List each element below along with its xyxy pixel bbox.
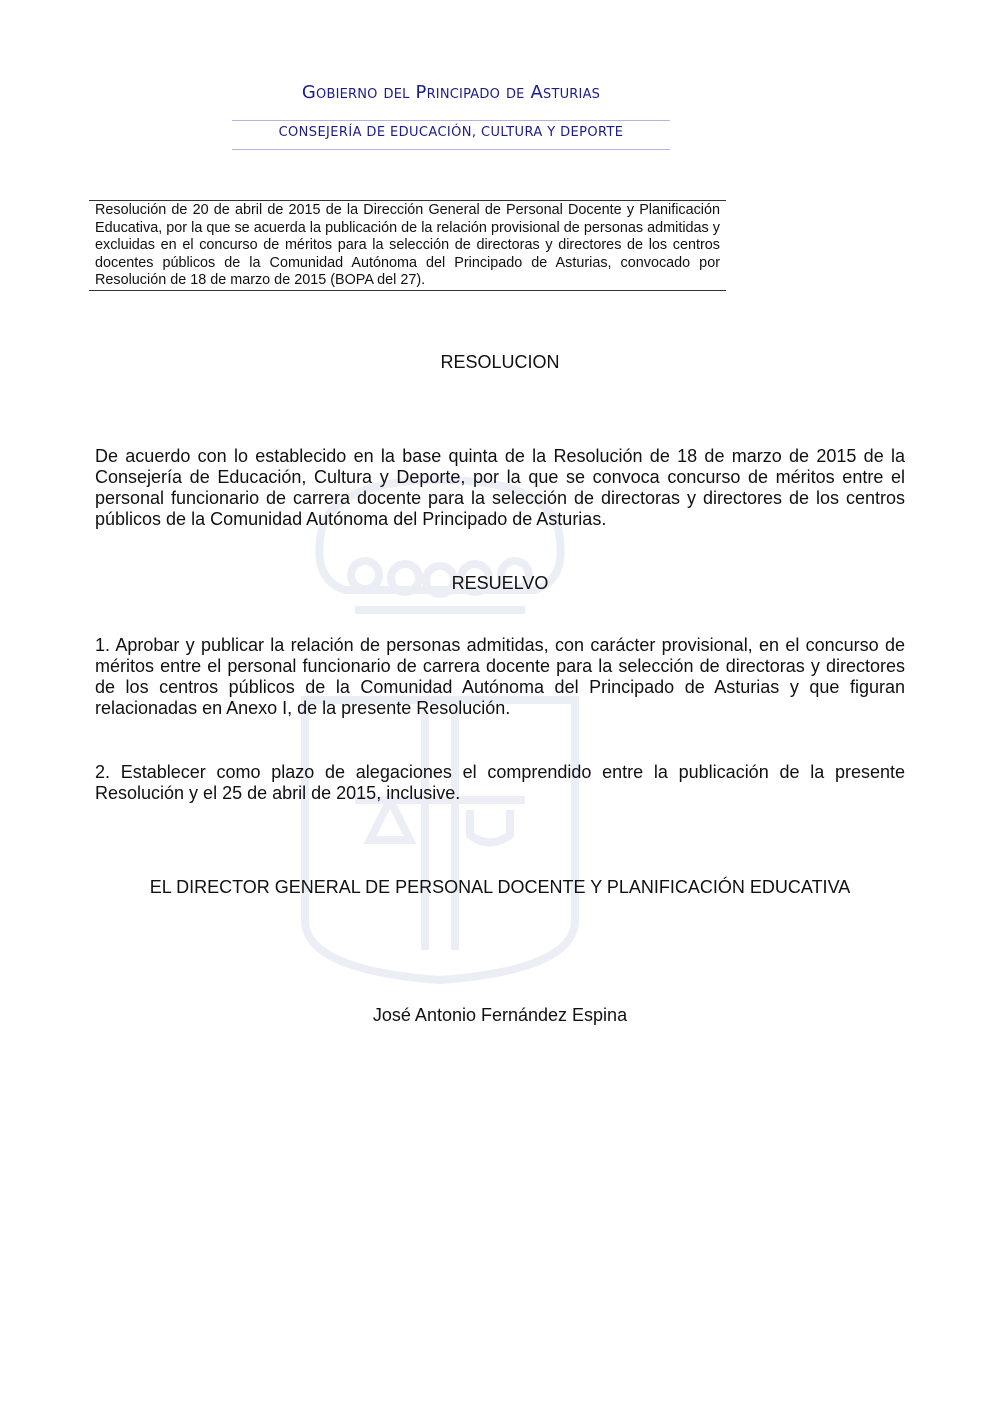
signatory-title: EL DIRECTOR GENERAL DE PERSONAL DOCENTE Y PLANIFICACIÓN EDUCATIVA bbox=[149, 877, 851, 897]
header-divider-top bbox=[232, 120, 670, 121]
resolution-summary: Resolución de 20 de abril de 2015 de la Dirección General de Personal Docente y Planificación Educativa, por la que se acuerda la publicación de la relación provisional de personas admitidas y excluidas en el concurso de méritos para la selección de directoras y directores de los centros docentes públicos de la Comunidad Autónoma del Principado de Asturias, convocado por Resolución de 18 de marzo de 2015 (BOPA del 27). bbox=[89, 200, 726, 291]
preamble-paragraph: De acuerdo con lo establecido en la base quinta de la Resolución de 18 de marzo de 2015 de la Consejería de Educación, Cultura y Deporte, por la que se convoca concurso de méritos entre el personal funcionario de carrera docente para la selección de directoras y directores de los centros públicos de la Comunidad Autónoma del Principado de Asturias. bbox=[95, 446, 905, 529]
header-divider-bottom bbox=[232, 149, 670, 150]
ministry-name: CONSEJERÍA DE EDUCACIÓN, CULTURA Y DEPORTE bbox=[278, 125, 624, 140]
signatory-name: José Antonio Fernández Espina bbox=[372, 1005, 628, 1025]
coat-of-arms-watermark bbox=[295, 470, 585, 990]
government-name: Gobierno del Principado de Asturias bbox=[301, 82, 601, 103]
resolution-point-1: 1. Aprobar y publicar la relación de personas admitidas, con carácter provisional, en el concurso de méritos entre el personal funcionario de carrera docente para la selección de directoras y directores de los centros públicos de la Comunidad Autónoma del Principado de Asturias y que figuran relacionadas en Anexo I, de la presente Resolución. bbox=[95, 635, 905, 718]
resolution-title: RESOLUCION bbox=[440, 352, 560, 372]
resolution-point-2: 2. Establecer como plazo de alegaciones el comprendido entre la publicación de la presente Resolución y el 25 de abril de 2015, inclusive. bbox=[95, 762, 905, 803]
resuelvo-heading: RESUELVO bbox=[451, 573, 549, 593]
